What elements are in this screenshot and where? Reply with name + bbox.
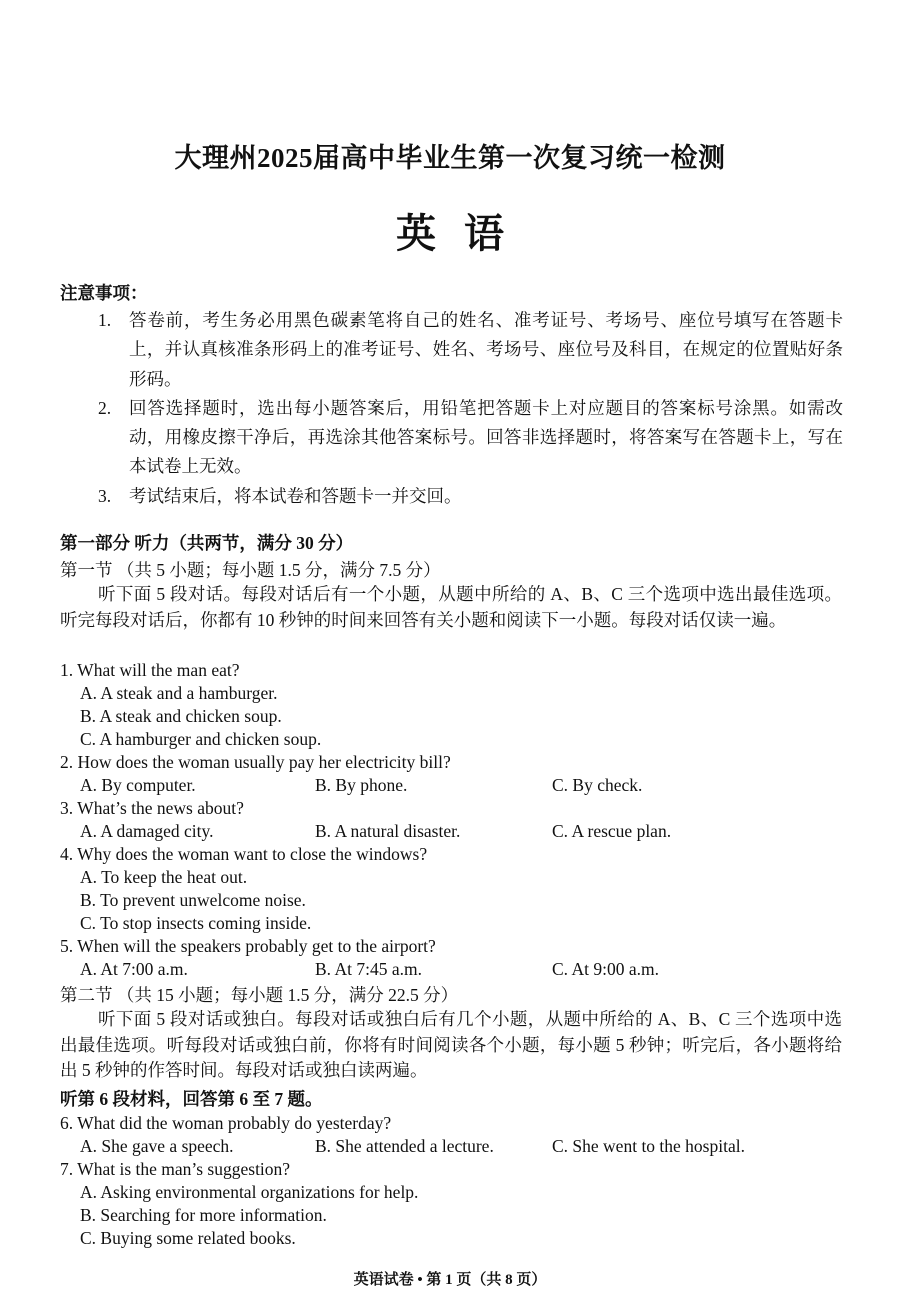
section-instructions: 听下面 5 段对话或独白。每段对话或独白后有几个小题，从题中所给的 A、B、C 三个选项中选出最佳选项。听每段对话或独白前，你将有时间阅读各个小题，每小题 5 秒钟；听完后，各小题将给出 5 秒钟的作答时间。每段对话或独白读两遍。 [60,1009,842,1080]
option: A. Asking environmental organizations for help. [80,1182,419,1202]
question-stem: 2. How does the woman usually pay her electricity bill? [60,752,451,772]
question-stem: 5. When will the speakers probably get to the airport? [60,936,436,956]
part-heading: 第一部分 听力（共两节，满分 30 分） [60,533,354,553]
question-stem: 3. What’s the news about? [60,798,244,818]
option: B. Searching for more information. [80,1205,327,1225]
section-heading: 第二节 （共 15 小题；每小题 1.5 分，满分 22.5 分） [60,985,459,1005]
notice-item [98,394,843,482]
exam-title: 大理州2025届高中毕业生第一次复习统一检测 [174,143,726,173]
option: B. She attended a lecture. [315,1136,494,1156]
section-instructions: 听下面 5 段对话。每段对话后有一个小题，从题中所给的 A、B、C 三个选项中选出最佳选项。听完每段对话后，你都有 10 秒钟的时间来回答有关小题和阅读下一小题。每段对话仅读一遍。 [60,584,842,630]
question-stem: 4. Why does the woman want to close the windows? [60,844,428,864]
option: C. To stop insects coming inside. [80,913,312,933]
notice-number: 1. [98,310,112,330]
notice-heading: 注意事项： [60,283,148,303]
option: C. At 9:00 a.m. [552,959,659,979]
option: A. By computer. [80,775,196,795]
subject-title: 英语 [396,211,532,256]
option: B. A natural disaster. [315,821,461,841]
material-heading: 听第 6 段材料，回答第 6 至 7 题。 [60,1089,323,1109]
option: A. To keep the heat out. [80,867,248,887]
option: C. Buying some related books. [80,1228,296,1248]
notice-number: 2. [98,397,112,418]
section-heading: 第一节 （共 5 小题；每小题 1.5 分，满分 7.5 分） [60,560,441,580]
option: A. At 7:00 a.m. [80,959,188,979]
option: B. To prevent unwelcome noise. [80,890,306,910]
option: C. A hamburger and chicken soup. [80,729,322,749]
option: C. She went to the hospital. [552,1136,745,1156]
question-stem: 1. What will the man eat? [60,660,240,680]
question-stem: 7. What is the man’s suggestion? [60,1159,291,1179]
notice-text: 答卷前，考生务必用黑色碳素笔将自己的姓名、准考证号、考场号、座位号填写在答题卡上，并认真核准条形码上的准考证号、姓名、考场号、座位号及科目，在规定的位置贴好条形码。 [129,310,843,389]
option: A. A steak and a hamburger. [80,683,278,703]
option: B. A steak and chicken soup. [80,706,282,726]
question-stem: 6. What did the woman probably do yesterday? [60,1113,392,1133]
option: B. At 7:45 a.m. [315,959,422,979]
notice-text: 考试结束后，将本试卷和答题卡一并交回。 [129,485,462,506]
notice-list [98,306,843,511]
option: B. By phone. [315,775,408,795]
notice-item [98,482,843,511]
page-footer: 英语试卷 • 第 1 页（共 8 页） [353,1272,547,1288]
option: A. She gave a speech. [80,1136,234,1156]
notice-item [98,306,843,394]
notice-number: 3. [98,485,112,506]
notice-text: 回答选择题时，选出每小题答案后，用铅笔把答题卡上对应题目的答案标号涂黑。如需改动，用橡皮擦干净后，再选涂其他答案标号。回答非选择题时，将答案写在答题卡上，写在本试卷上无效。 [129,397,843,477]
option: A. A damaged city. [80,821,214,841]
option: C. A rescue plan. [552,821,672,841]
option: C. By check. [552,775,643,795]
